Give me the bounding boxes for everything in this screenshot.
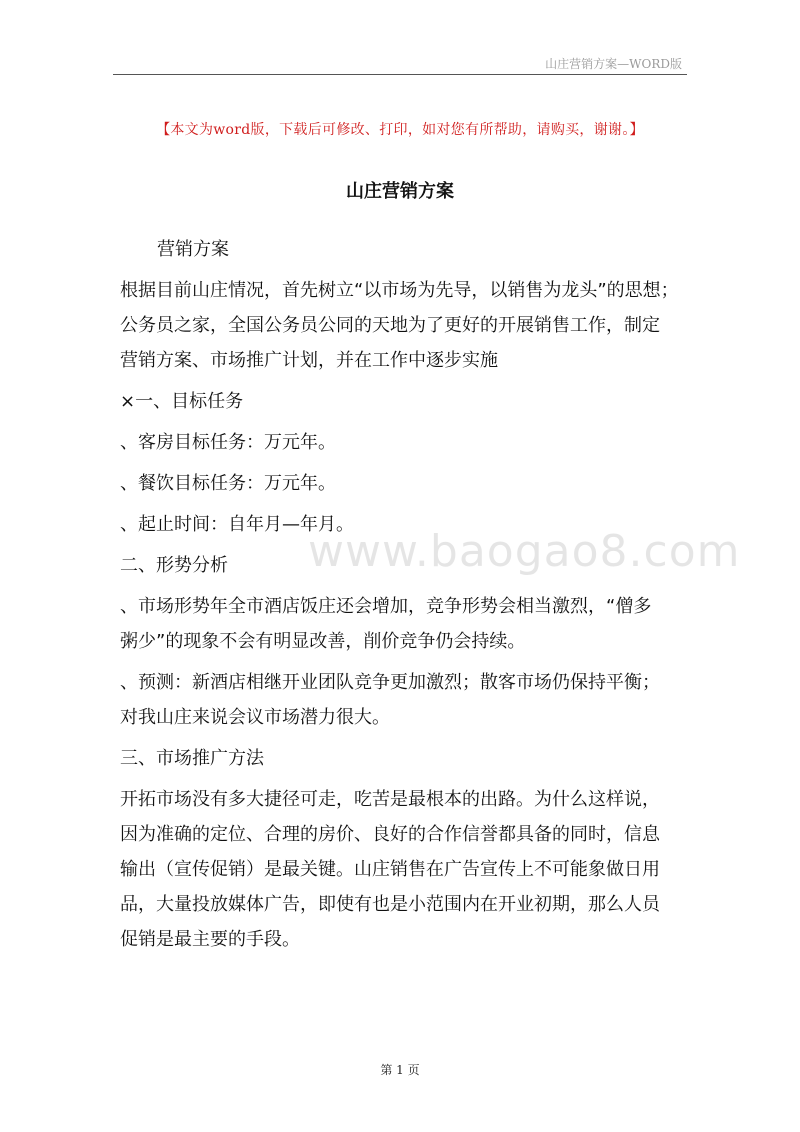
body-line: 粥少”的现象不会有明显改善，削价竞争仍会持续。 — [120, 631, 526, 652]
body-line: 营销方案、市场推广计划，并在工作中逐步实施 — [120, 350, 498, 371]
body-line: 根据目前山庄情况，首先树立“以市场为先导，以销售为龙头”的思想； — [120, 280, 679, 301]
body-line: 、起止时间：自年月—年月。 — [120, 514, 354, 535]
section-heading: ×一、目标任务 — [120, 391, 244, 412]
body-line: 品，大量投放媒体广告，即使有也是小范围内在开业初期，那么人员 — [120, 894, 660, 915]
purchase-notice: 【本文为word版，下载后可修改、打印，如对您有所帮助，请购买，谢谢。】 — [156, 122, 644, 138]
section-heading: 三、市场推广方法 — [120, 748, 264, 769]
document-body — [120, 232, 690, 957]
section-heading: 二、形势分析 — [120, 555, 228, 576]
body-line: 对我山庄来说会议市场潜力很大。 — [120, 707, 390, 728]
body-line: 、市场形势年全市酒店饭庄还会增加，竞争形势会相当激烈，“僧多 — [120, 596, 652, 617]
body-line: 因为准确的定位、合理的房价、良好的合作信誉都具备的同时，信息 — [120, 824, 660, 845]
body-line: 、预测：新酒店相继开业团队竞争更加激烈；散客市场仍保持平衡； — [120, 672, 660, 693]
document-title: 山庄营销方案 — [346, 181, 454, 202]
body-line: 输出（宣传促销）是最关键。山庄销售在广告宣传上不可能象做日用 — [120, 859, 660, 880]
body-line: 公务员之家，全国公务员公同的天地为了更好的开展销售工作，制定 — [120, 315, 660, 336]
watermark: www.baogao8.com — [308, 526, 741, 577]
body-line: 、客房目标任务：万元年。 — [120, 432, 336, 453]
header-divider — [113, 74, 687, 75]
section-heading: 营销方案 — [157, 239, 229, 260]
body-line: 促销是最主要的手段。 — [120, 929, 300, 950]
body-line: 、餐饮目标任务：万元年。 — [120, 473, 336, 494]
page-number: 第 1 页 — [380, 1063, 420, 1077]
running-header: 山庄营销方案—WORD版 — [545, 57, 682, 71]
body-line: 开拓市场没有多大捷径可走，吃苦是最根本的出路。为什么这样说， — [120, 789, 660, 810]
